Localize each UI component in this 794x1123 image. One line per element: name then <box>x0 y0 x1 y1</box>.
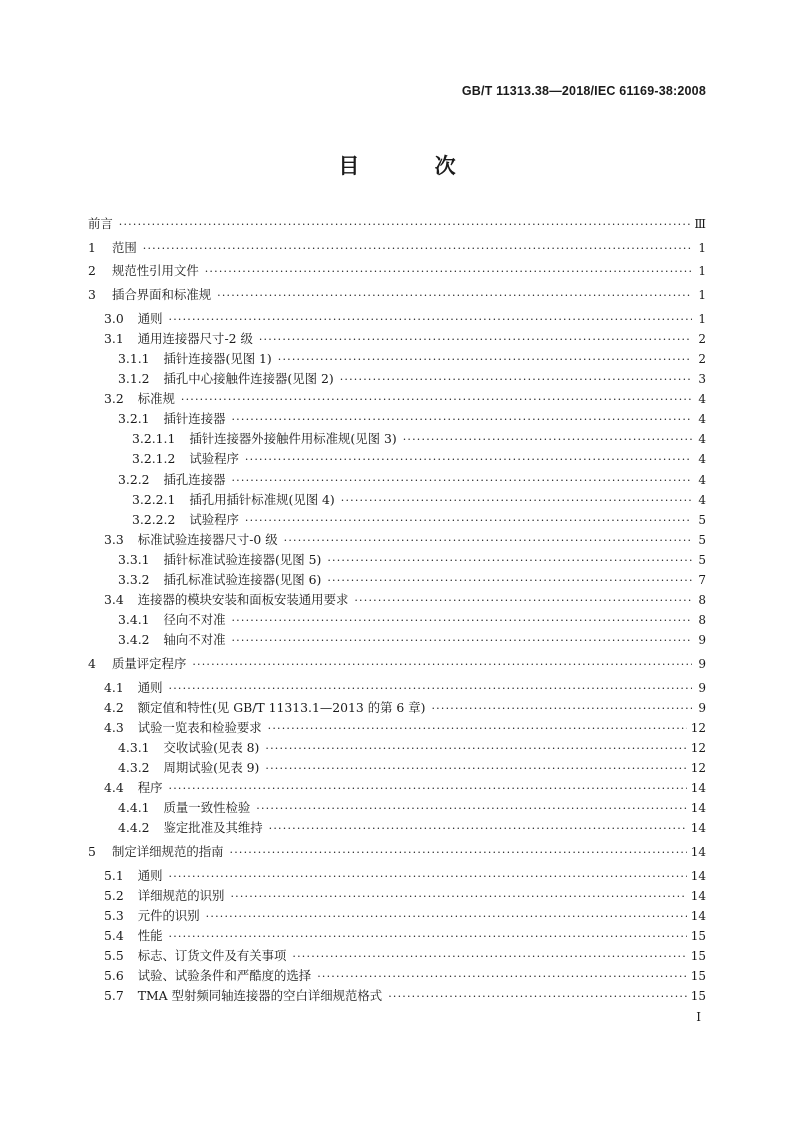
toc-entry-title <box>88 758 259 778</box>
toc-entry-page: 8 <box>698 593 706 608</box>
toc-entry-page: 8 <box>698 613 706 628</box>
toc-entry-title <box>88 698 425 718</box>
toc-entry-title <box>88 718 262 738</box>
toc-entry-title <box>88 986 382 1006</box>
toc-leader-dots <box>205 262 692 282</box>
toc-leader-dots <box>403 430 692 450</box>
toc-entry-title <box>88 866 163 886</box>
toc-entry-label: 制定详细规范的指南 <box>112 843 224 859</box>
toc-entry-number: 3.2.1.1 <box>132 431 176 447</box>
toc-leader-dots <box>231 611 692 631</box>
toc-leader-dots <box>119 215 691 235</box>
toc-entry-title <box>88 926 163 946</box>
toc-entry-page: 1 <box>698 264 706 279</box>
toc-entry-page: 4 <box>698 432 706 447</box>
toc-entry[interactable] <box>88 698 706 718</box>
toc-entry-label: 径向不对准 <box>163 612 226 628</box>
toc-entry-number: 4.4.1 <box>118 800 150 816</box>
toc-entry[interactable] <box>88 842 706 862</box>
toc-leader-dots <box>269 819 687 839</box>
toc-entry-page: 12 <box>690 740 706 755</box>
toc-leader-dots <box>230 843 687 863</box>
toc-entry[interactable] <box>88 718 706 738</box>
toc-entry-label: 连接器的模块安装和面板安装通用要求 <box>137 592 349 608</box>
toc-entry-title <box>88 630 225 650</box>
toc-entry[interactable] <box>88 214 706 234</box>
toc-entry-title <box>88 966 311 986</box>
toc-entry-page: 1 <box>698 288 706 303</box>
toc-entry-title <box>88 550 321 570</box>
toc-entry-number: 4 <box>88 655 96 671</box>
toc-entry-title <box>88 409 225 429</box>
toc-entry-number: 2 <box>88 263 96 279</box>
toc-entry-label: 插孔用插针标准规(见图 4) <box>189 491 335 507</box>
toc-leader-dots <box>265 759 686 779</box>
toc-entry-label: 元件的识别 <box>137 907 200 923</box>
toc-entry-number: 1 <box>88 239 96 255</box>
toc-entry-number: 4.3.1 <box>118 739 150 755</box>
toc-leader-dots <box>388 987 687 1007</box>
toc-entry-page: 15 <box>690 949 706 964</box>
standard-code-header: GB/T 11313.38—2018/IEC 61169-38:2008 <box>461 84 706 98</box>
toc-entry-title <box>88 610 225 630</box>
toc-entry-title <box>88 429 397 449</box>
toc-entry-page: 5 <box>698 532 706 547</box>
toc-entry-label: 试验程序 <box>189 451 239 467</box>
toc-entry-page: 1 <box>698 240 706 255</box>
toc-leader-dots <box>169 779 687 799</box>
toc-entry-page: 9 <box>698 700 706 715</box>
toc-entry-label: 通则 <box>137 867 163 883</box>
toc-entry-title <box>88 570 321 590</box>
toc-entry-label: 规范性引用文件 <box>112 263 199 279</box>
toc-leader-dots <box>169 310 693 330</box>
toc-entry-number: 3.3 <box>104 531 124 547</box>
toc-entry-number: 4.4.2 <box>118 820 150 836</box>
toc-leader-dots <box>217 286 692 306</box>
toc-entry-label: 插孔标准试验连接器(见图 6) <box>163 571 322 587</box>
toc-entry[interactable] <box>88 630 706 650</box>
toc-entry-page: 1 <box>698 311 706 326</box>
toc-leader-dots <box>231 471 692 491</box>
toc-entry-label: 插孔中心接触件连接器(见图 2) <box>163 371 334 387</box>
toc-entry-page: 14 <box>690 888 706 903</box>
toc-entry-label: TMA 型射频同轴连接器的空白详细规范格式 <box>137 988 383 1004</box>
toc-entry-number: 5.5 <box>104 948 124 964</box>
toc-entry-title <box>88 510 239 530</box>
toc-entry-title <box>88 449 239 469</box>
toc-entry-number: 3.4.1 <box>118 612 150 628</box>
toc-leader-dots <box>230 887 686 907</box>
toc-entry-number: 3.4 <box>104 592 124 608</box>
toc-entry-label: 试验、试验条件和严酷度的选择 <box>137 968 312 984</box>
toc-entry[interactable] <box>88 349 706 369</box>
toc-entry[interactable] <box>88 429 706 449</box>
toc-entry-label: 插针连接器外接触件用标准规(见图 3) <box>189 431 397 447</box>
toc-entry-number: 4.3 <box>104 719 124 735</box>
toc-entry-title <box>88 778 163 798</box>
toc-entry-page: 15 <box>690 928 706 943</box>
toc-entry[interactable] <box>88 866 706 886</box>
table-of-contents <box>88 214 706 1006</box>
toc-entry-label: 通用连接器尺寸-2 级 <box>137 330 253 346</box>
toc-leader-dots <box>245 450 692 470</box>
toc-entry-page: 4 <box>698 392 706 407</box>
toc-leader-dots <box>327 551 692 571</box>
toc-entry-label: 额定值和特性(见 GB/T 11313.1—2013 的第 6 章) <box>137 699 426 715</box>
toc-entry-label: 详细规范的识别 <box>137 887 225 903</box>
toc-entry-number: 4.1 <box>104 679 124 695</box>
toc-entry-page: 4 <box>698 452 706 467</box>
toc-entry-number: 4.3.2 <box>118 760 150 775</box>
toc-entry-number: 3.3.2 <box>118 571 150 587</box>
toc-leader-dots <box>278 350 692 370</box>
toc-entry-title <box>88 369 334 389</box>
toc-entry-title <box>88 309 163 329</box>
toc-entry-label: 通则 <box>137 679 163 695</box>
toc-leader-dots <box>259 330 692 350</box>
toc-entry-label: 标志、订货文件及有关事项 <box>137 948 287 964</box>
toc-entry-title <box>88 490 335 510</box>
toc-entry-label: 标准规 <box>137 391 175 407</box>
toc-entry-title <box>88 590 348 610</box>
page-number: I <box>696 1010 701 1024</box>
toc-entry-label: 插针连接器(见图 1) <box>163 350 272 366</box>
toc-entry-page: 14 <box>690 801 706 816</box>
toc-entry[interactable] <box>88 470 706 490</box>
toc-entry-label: 前言 <box>88 216 113 231</box>
toc-entry[interactable] <box>88 654 706 674</box>
toc-entry[interactable] <box>88 261 706 281</box>
toc-entry-number: 3.2 <box>104 391 124 407</box>
toc-entry-label: 轴向不对准 <box>163 632 226 648</box>
toc-leader-dots <box>284 531 692 551</box>
toc-entry-title <box>88 842 224 862</box>
toc-entry-label: 性能 <box>137 927 163 943</box>
toc-leader-dots <box>169 927 687 947</box>
toc-entry-title <box>88 389 175 409</box>
toc-entry-label: 试验程序 <box>189 511 239 527</box>
toc-entry-number: 3.1.2 <box>118 371 150 387</box>
toc-entry-page: 4 <box>698 412 706 427</box>
toc-leader-dots <box>245 511 692 531</box>
toc-entry-number: 5 <box>88 843 96 859</box>
toc-entry[interactable] <box>88 285 706 305</box>
toc-entry-label: 质量一致性检验 <box>163 800 251 816</box>
toc-leader-dots <box>292 947 686 967</box>
toc-entry-page: 5 <box>698 512 706 527</box>
toc-entry-label: 周期试验(见表 9) <box>163 760 260 775</box>
toc-entry-title <box>88 818 263 838</box>
toc-entry-label: 交收试验(见表 8) <box>163 739 260 755</box>
toc-entry-number: 3.4.2 <box>118 632 150 648</box>
toc-entry-title <box>88 238 137 258</box>
toc-entry-page: 15 <box>690 989 706 1004</box>
toc-leader-dots <box>327 571 692 591</box>
toc-entry-label: 范围 <box>112 239 137 255</box>
toc-entry[interactable] <box>88 369 706 389</box>
toc-entry-number: 3.2.1.2 <box>132 451 176 467</box>
toc-leader-dots <box>192 655 692 675</box>
toc-entry-page: 14 <box>690 844 706 859</box>
toc-entry[interactable] <box>88 738 706 758</box>
toc-entry-title <box>88 285 211 305</box>
toc-entry[interactable] <box>88 409 706 429</box>
toc-entry[interactable] <box>88 570 706 590</box>
toc-entry-title <box>88 329 253 349</box>
toc-entry[interactable] <box>88 946 706 966</box>
toc-leader-dots <box>340 370 692 390</box>
toc-entry-title <box>88 946 286 966</box>
toc-entry-number: 3 <box>88 287 96 303</box>
toc-entry-page: 4 <box>698 492 706 507</box>
toc-entry[interactable] <box>88 926 706 946</box>
toc-entry[interactable] <box>88 906 706 926</box>
page-title: 目 次 <box>338 153 490 178</box>
toc-entry-title <box>88 530 278 550</box>
toc-entry-label: 试验一览表和检验要求 <box>137 719 262 735</box>
toc-entry-number: 5.2 <box>104 887 124 903</box>
toc-leader-dots <box>169 867 687 887</box>
toc-entry[interactable] <box>88 530 706 550</box>
toc-leader-dots <box>256 799 686 819</box>
toc-entry[interactable] <box>88 886 706 906</box>
toc-entry-number: 4.4 <box>104 780 124 796</box>
toc-entry-title <box>88 678 163 698</box>
toc-entry-number: 3.1.1 <box>118 350 150 366</box>
toc-entry-page: 4 <box>698 472 706 487</box>
toc-entry-number: 3.0 <box>104 310 124 326</box>
toc-entry-page: 14 <box>690 908 706 923</box>
toc-entry[interactable] <box>88 449 706 469</box>
toc-entry-number: 3.3.1 <box>118 551 150 567</box>
toc-entry-page: 12 <box>690 720 706 735</box>
toc-entry[interactable] <box>88 678 706 698</box>
toc-entry-page: Ⅲ <box>694 217 706 231</box>
toc-entry[interactable] <box>88 986 706 1006</box>
toc-entry-title <box>88 470 225 490</box>
toc-entry-page: 14 <box>690 821 706 836</box>
toc-leader-dots <box>268 719 687 739</box>
toc-entry-title <box>88 798 250 818</box>
toc-entry-title <box>88 886 224 906</box>
toc-entry-number: 5.1 <box>104 867 124 883</box>
toc-entry[interactable] <box>88 510 706 530</box>
toc-entry-number: 5.4 <box>104 927 124 943</box>
toc-entry[interactable] <box>88 329 706 349</box>
toc-entry[interactable] <box>88 610 706 630</box>
toc-entry-number: 3.2.2 <box>118 471 150 487</box>
toc-leader-dots <box>341 491 692 511</box>
toc-entry-number: 3.1 <box>104 330 124 346</box>
toc-leader-dots <box>181 390 692 410</box>
toc-entry-page: 2 <box>698 331 706 346</box>
toc-leader-dots <box>206 907 687 927</box>
toc-entry-page: 2 <box>698 351 706 366</box>
toc-entry-label: 插针连接器 <box>163 411 226 427</box>
toc-entry-page: 12 <box>690 761 706 775</box>
toc-leader-dots <box>231 410 692 430</box>
toc-entry-label: 鉴定批准及其维持 <box>163 820 263 836</box>
toc-entry-number: 3.2.2.2 <box>132 511 176 527</box>
toc-entry-title <box>88 261 199 281</box>
toc-entry[interactable] <box>88 966 706 986</box>
toc-leader-dots <box>317 967 687 987</box>
toc-entry-title <box>88 654 186 674</box>
toc-entry-label: 插针标准试验连接器(见图 5) <box>163 551 322 567</box>
toc-entry-title <box>88 738 259 758</box>
toc-entry[interactable] <box>88 818 706 838</box>
toc-entry-number: 5.7 <box>104 988 124 1004</box>
toc-entry-label: 通则 <box>137 310 163 326</box>
toc-entry-page: 7 <box>698 572 706 587</box>
toc-entry-number: 5.3 <box>104 907 124 923</box>
toc-entry-label: 质量评定程序 <box>112 655 187 671</box>
toc-entry[interactable] <box>88 550 706 570</box>
toc-entry-number: 5.6 <box>104 968 124 984</box>
toc-entry-label: 程序 <box>137 780 163 796</box>
toc-entry[interactable] <box>88 590 706 610</box>
toc-entry-title <box>88 214 113 234</box>
toc-entry-page: 9 <box>698 633 706 648</box>
toc-entry[interactable] <box>88 309 706 329</box>
toc-entry-title <box>88 349 272 369</box>
toc-entry-page: 3 <box>698 372 706 387</box>
toc-entry-page: 9 <box>698 656 706 671</box>
toc-entry[interactable] <box>88 778 706 798</box>
toc-entry-label: 插合界面和标准规 <box>112 287 212 303</box>
toc-entry-title <box>88 906 200 926</box>
toc-entry-page: 14 <box>690 781 706 796</box>
toc-entry-label: 插孔连接器 <box>163 471 226 487</box>
toc-entry-page: 15 <box>690 969 706 984</box>
toc-entry-label: 标准试验连接器尺寸-0 级 <box>137 531 278 547</box>
toc-entry[interactable] <box>88 389 706 409</box>
toc-entry-page: 9 <box>698 680 706 695</box>
toc-entry-number: 3.2.2.1 <box>132 491 176 507</box>
toc-entry[interactable] <box>88 758 706 778</box>
toc-leader-dots <box>143 239 692 259</box>
toc-leader-dots <box>231 631 692 651</box>
toc-entry-page: 14 <box>690 868 706 883</box>
toc-entry[interactable] <box>88 490 706 510</box>
toc-entry[interactable] <box>88 238 706 258</box>
toc-leader-dots <box>354 591 692 611</box>
toc-entry-page: 5 <box>698 552 706 567</box>
toc-entry[interactable] <box>88 798 706 818</box>
toc-entry-number: 4.2 <box>104 699 124 715</box>
toc-leader-dots <box>265 739 686 759</box>
toc-leader-dots <box>169 679 693 699</box>
toc-leader-dots <box>431 699 692 719</box>
toc-entry-number: 3.2.1 <box>118 411 150 427</box>
